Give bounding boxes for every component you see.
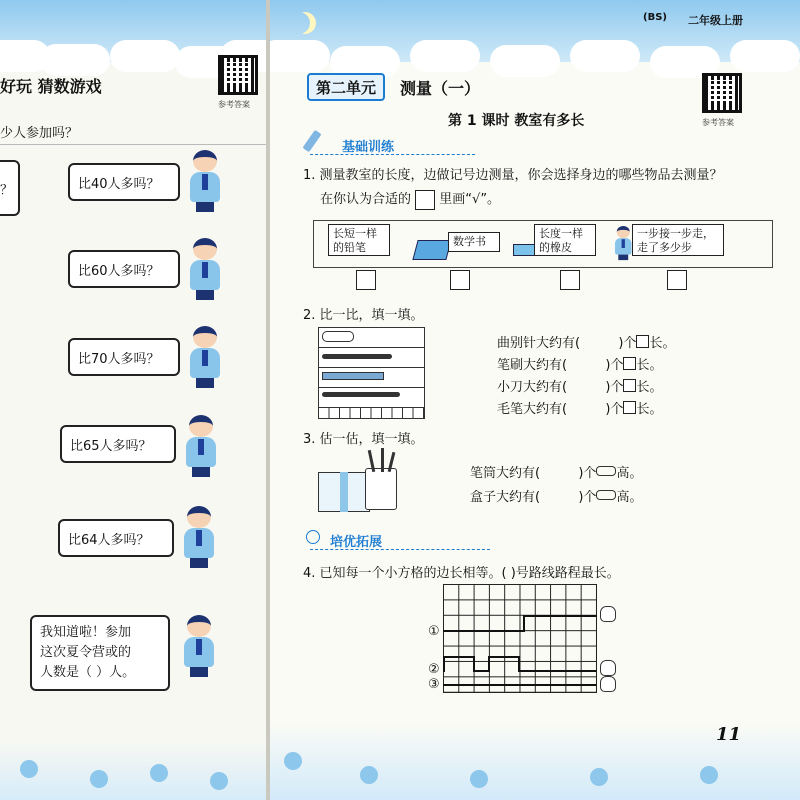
q3-line-1: 笔筒大约有( )个 高。	[470, 466, 643, 481]
guess-bubble-1	[68, 163, 180, 201]
section-basic-underline	[310, 154, 475, 155]
pen-icon	[381, 448, 384, 472]
right-qr-code	[702, 73, 742, 113]
route-2-line	[488, 656, 518, 658]
tree-decoration	[210, 772, 228, 790]
route-label-2: ②	[428, 662, 440, 677]
q2-ruler-grid	[318, 407, 425, 419]
paperclip-icon	[322, 331, 354, 342]
guess-bubble-2	[68, 250, 180, 288]
left-divider	[0, 144, 266, 145]
route-label-1: ①	[428, 624, 440, 639]
section-advanced-title: 培优拓展	[330, 535, 383, 550]
tree-decoration	[284, 752, 302, 770]
tree-decoration	[20, 760, 38, 778]
knife-icon	[322, 372, 384, 380]
route-1-line	[443, 630, 523, 632]
option-math-book: 数学书	[448, 232, 500, 252]
option-steps: 一步接一步走， 走了多少步	[632, 224, 724, 256]
section-basic-title: 基础训练	[342, 140, 395, 155]
puppy-icon	[600, 606, 616, 622]
route-2-line	[488, 656, 490, 672]
boy-figure-4	[186, 415, 216, 477]
math-book-icon	[412, 240, 451, 260]
answer-box-pencil[interactable]	[356, 270, 376, 290]
guess-bubble-4	[60, 425, 176, 463]
answer-box-eraser[interactable]	[560, 270, 580, 290]
guess-bubble-2-text: 比60人多吗？	[78, 263, 160, 279]
moon-icon	[288, 12, 310, 34]
q2-line-4: 毛笔大约有( )个 长。	[497, 402, 663, 417]
pen-holder-icon	[365, 468, 397, 510]
guess-bubble-5-text: 比64人多吗？	[68, 532, 150, 548]
tree-decoration	[150, 764, 168, 782]
right-page	[270, 0, 800, 800]
section-advanced-underline	[310, 549, 490, 550]
unit-box-icon	[636, 335, 649, 348]
route-3-line	[443, 684, 596, 686]
unit-title: 测量（一）	[400, 79, 481, 98]
tree-decoration	[470, 770, 488, 788]
answer-box-math-book[interactable]	[450, 270, 470, 290]
left-header-title: 好玩 猜数游戏	[0, 77, 102, 96]
guess-bubble-3	[68, 338, 180, 376]
boy-figure-3	[190, 326, 220, 388]
route-1-line	[523, 615, 597, 617]
route-grid	[443, 584, 597, 693]
puppy-icon	[600, 676, 616, 692]
answer-box-steps[interactable]	[667, 270, 687, 290]
grade-label: 二年级上册	[688, 14, 743, 27]
option-eraser: 长度一样 的橡皮	[534, 224, 596, 256]
option-pencil: 长短一样 的铅笔	[328, 224, 390, 256]
q1-text: 1. 测量教室的长度，边做记号边测量，你会选择身边的哪些物品去测量？	[303, 168, 723, 183]
paperclip-unit-icon	[596, 490, 616, 500]
left-qr-code	[218, 55, 258, 95]
puppy-icon	[600, 660, 616, 676]
guess-bubble-5	[58, 519, 174, 557]
guess-bubble-1-text: 比40人多吗？	[78, 176, 160, 192]
edition-label: (BS)	[643, 12, 667, 23]
brush-icon	[322, 354, 392, 359]
route-2-line	[443, 656, 473, 658]
paperclip-unit-icon	[596, 466, 616, 476]
left-bottom-band	[0, 740, 266, 800]
q2-text: 2. 比一比，填一填。	[303, 308, 424, 323]
final-answer-line-3: 人数是（ ）人。	[40, 665, 136, 680]
pencil-icon	[302, 130, 321, 153]
partial-bubble: ？	[0, 160, 20, 216]
route-2-line	[518, 670, 596, 672]
route-2-line	[473, 670, 488, 672]
q1-instruction: 在你认为合适的 里画“√”。	[320, 188, 500, 210]
page-number: 11	[716, 724, 742, 745]
boy-figure-5	[184, 506, 214, 568]
boy-figure-2	[190, 238, 220, 300]
tree-decoration	[590, 768, 608, 786]
tree-decoration	[90, 770, 108, 788]
q4-text: 4. 已知每一个小方格的边长相等。( )号路线路程最长。	[303, 566, 620, 581]
route-1-line	[523, 615, 525, 632]
unit-badge-text: 第二单元	[315, 78, 376, 97]
q3-line-2: 盒子大约有( )个 高。	[470, 490, 643, 505]
final-answer-bubble	[30, 615, 170, 691]
lesson-title: 第 1 课时 教室有多长	[448, 113, 585, 129]
calligraphy-brush-icon	[322, 392, 400, 397]
route-2-line	[443, 656, 445, 672]
boy-figure-6	[184, 615, 214, 677]
tree-decoration	[700, 766, 718, 784]
unit-box-icon	[623, 401, 636, 414]
lightbulb-icon	[306, 530, 320, 544]
unit-badge	[307, 73, 385, 101]
final-answer-line-1: 我知道啦！参加	[40, 625, 132, 640]
tree-decoration	[360, 766, 378, 784]
right-cloud-row	[270, 40, 800, 70]
check-box-sample	[415, 190, 435, 210]
right-qr-caption: 参考答案	[702, 118, 734, 127]
left-question-text: 少人参加吗？	[0, 126, 79, 141]
boy-figure-1	[190, 150, 220, 212]
walking-boy-figure	[615, 226, 632, 260]
route-label-3: ③	[428, 677, 440, 692]
q2-line-1: 曲别针大约有( )个 长。	[497, 336, 676, 351]
q3-text: 3. 估一估，填一填。	[303, 432, 424, 447]
guess-bubble-4-text: 比65人多吗？	[70, 438, 152, 454]
left-page	[0, 0, 266, 800]
final-answer-line-2: 这次夏令营或的	[40, 645, 132, 660]
gift-ribbon	[340, 472, 348, 512]
unit-box-icon	[623, 379, 636, 392]
guess-bubble-3-text: 比70人多吗？	[78, 351, 160, 367]
q2-line-3: 小刀大约有( )个 长。	[497, 380, 663, 395]
left-qr-caption: 参考答案	[218, 100, 250, 109]
q2-line-2: 笔刷大约有( )个 长。	[497, 358, 663, 373]
unit-box-icon	[623, 357, 636, 370]
